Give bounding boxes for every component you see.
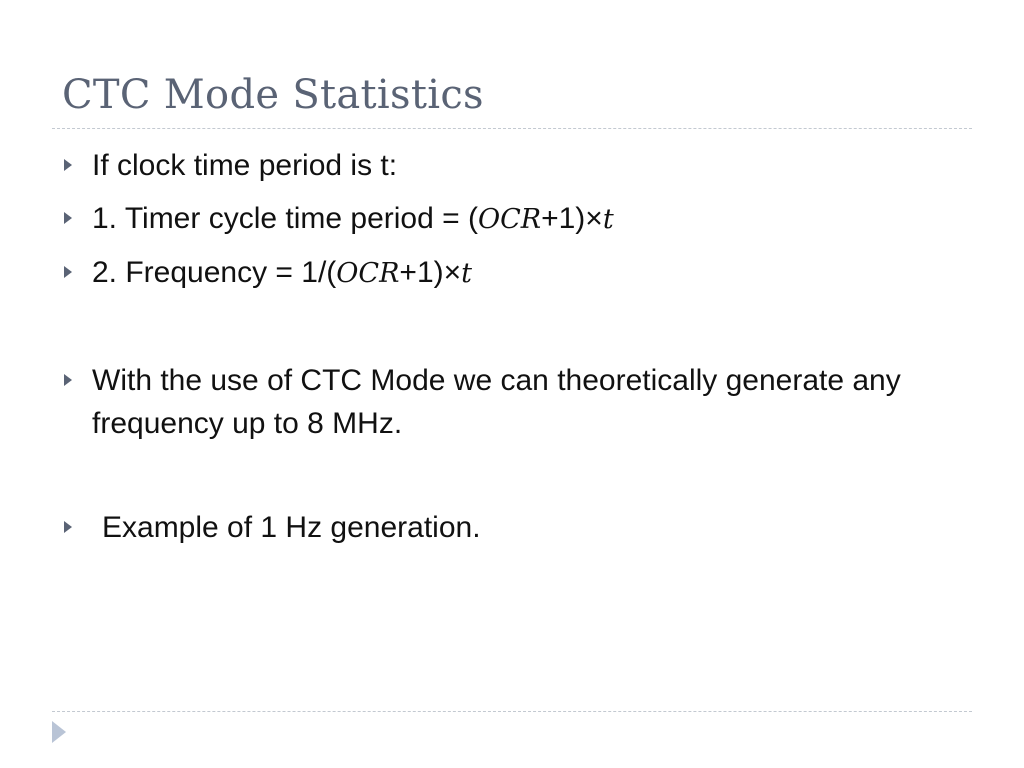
triangle-right-icon	[64, 521, 72, 533]
spacer	[60, 445, 990, 506]
triangle-right-icon	[64, 212, 72, 224]
math-t: t	[461, 258, 472, 289]
bullet-text-prefix: 1. Timer cycle time period = (	[92, 202, 478, 235]
bullet-text-mid: +1)×	[399, 256, 462, 289]
bullet-ctc-frequency	[60, 359, 990, 445]
triangle-right-icon	[64, 266, 72, 278]
math-t: t	[602, 204, 614, 235]
triangle-right-icon	[64, 159, 72, 171]
bullet-frequency	[60, 251, 990, 295]
bullet-text: If clock time period is t:	[92, 149, 398, 182]
spacer	[60, 295, 990, 359]
bullet-list	[60, 140, 990, 549]
bullet-text-mid: +1)×	[541, 202, 603, 235]
footer-divider	[52, 711, 972, 712]
slide-title: CTC Mode Statistics	[62, 72, 484, 118]
bullet-text: With the use of CTC Mode we can theoretically generate any frequency up to 8 MHz.	[92, 364, 901, 440]
math-ocr: OCR	[477, 204, 542, 235]
title-divider	[52, 128, 972, 129]
play-arrow-icon[interactable]	[52, 721, 66, 743]
bullet-text-prefix: 2. Frequency = 1/(	[92, 256, 337, 289]
bullet-example	[60, 506, 990, 549]
bullet-timer-cycle	[60, 197, 990, 241]
bullet-text: Example of 1 Hz generation.	[102, 511, 481, 544]
triangle-right-icon	[64, 374, 72, 386]
math-ocr: OCR	[336, 258, 400, 289]
bullet-clock-period	[60, 144, 990, 187]
